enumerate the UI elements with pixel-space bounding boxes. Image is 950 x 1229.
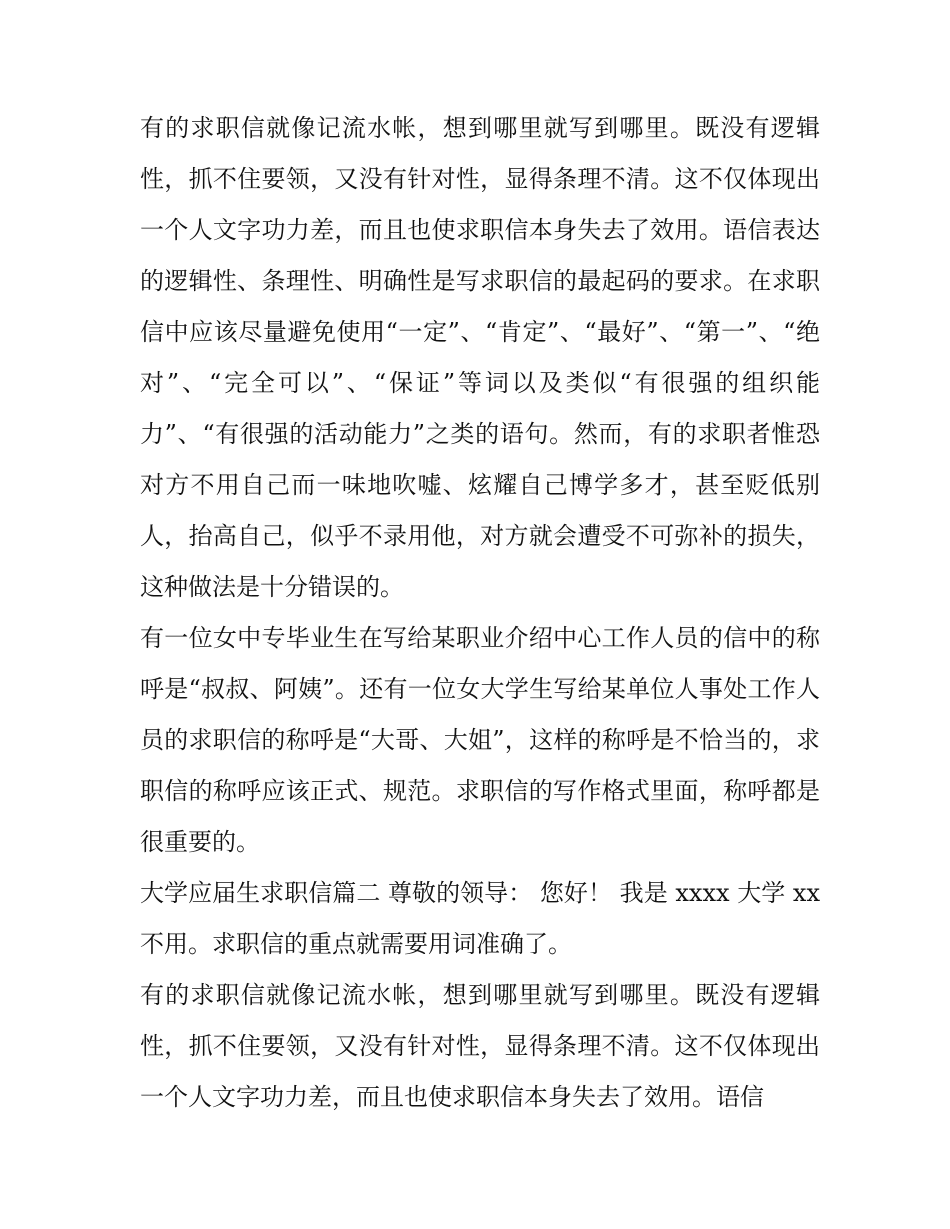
paragraph-3: 大学应届生求职信篇二 尊敬的领导： 您好！ 我是 xxxx 大学 xx 不用。求职信的重点就需要用词准确了。 <box>140 879 820 958</box>
paragraph-1: 有的求职信就像记流水帐，想到哪里就写到哪里。既没有逻辑性，抓不住要领，又没有针对性，显得条理不清。这不仅体现出一个人文字功力差，而且也使求职信本身失去了效用。语信表达的逻辑性、条理性、明确性是写求职信的最起码的要求。在求职信中应该尽量避免使用“一定”、“肯定”、“最好”、“第一”、“绝对”、“完全可以”、“保证”等词以及类似“有很强的组织能力”、“有很强的活动能力”之类的语句。然而，有的求职者惟恐对方不用自己而一味地吹嘘、炫耀自己博学多才，甚至贬低别人，抬高自己，似乎不录用他，对方就会遭受不可弥补的损失，这种做法是十分错误的。 <box>140 114 820 601</box>
document-body <box>140 103 820 1123</box>
paragraph-2: 有一位女中专毕业生在写给某职业介绍中心工作人员的信中的称呼是“叔叔、阿姨”。还有一位女大学生写给某单位人事处工作人员的求职信的称呼是“大哥、大姐”，这样的称呼是不恰当的，求职信的称呼应该正式、规范。求职信的写作格式里面，称呼都是很重要的。 <box>140 624 820 856</box>
paragraph-4: 有的求职信就像记流水帐，想到哪里就写到哪里。既没有逻辑性，抓不住要领，又没有针对性，显得条理不清。这不仅体现出一个人文字功力差，而且也使求职信本身失去了效用。语信 <box>140 981 820 1111</box>
